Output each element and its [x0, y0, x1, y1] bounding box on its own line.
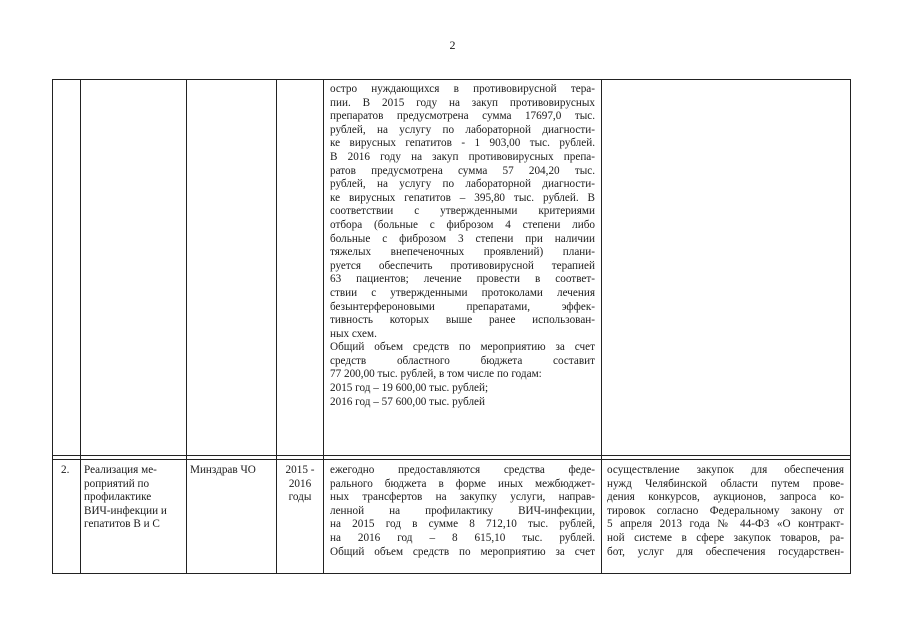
text-line: ке вирусных гепатитов - 1 903,00 тыс. рублей.: [330, 137, 595, 150]
text-line: ратов предусмотрена сумма 57 204,20 тыс.: [330, 164, 595, 177]
text-line: нужд Челябинской области путем прове-: [607, 477, 844, 490]
table-top-border: [52, 79, 851, 80]
text-line: на 2016 год – 8 615,10 тыс. рублей.: [330, 531, 595, 544]
col-border-right: [850, 79, 851, 574]
text-line: тировок согласно Федеральному закону от: [607, 504, 844, 517]
text-line: ке вирусных гепатитов – 395,80 тыс. рублей. В: [330, 191, 595, 204]
text-line: 77 200,00 тыс. рублей, в том числе по годам:: [330, 368, 542, 381]
text-line: Реализация ме-: [84, 464, 157, 476]
text-line: ленной на профилактику ВИЧ-инфекции,: [330, 504, 595, 517]
text-line: больные с фиброзом 3 степени при наличии: [330, 232, 595, 245]
row2-measures-cell: [330, 464, 595, 559]
col-border-1: [80, 79, 81, 574]
col-border-4: [323, 79, 324, 574]
col-border-2: [186, 79, 187, 574]
text-line: 2015 -: [285, 464, 315, 476]
text-line: В 2016 году на закуп противовирусных препа-: [330, 150, 595, 163]
text-line: тивность которых выше ранее использован-: [330, 314, 595, 327]
text-line: ВИЧ-инфекции и: [84, 504, 167, 517]
text-line: соответствии с утвержденными критериями: [330, 205, 595, 218]
row2-result-cell: [607, 464, 844, 559]
text-line: препаратов предусмотрена сумма 17697,0 тыс.: [330, 110, 595, 123]
text-line: ных схем.: [330, 327, 377, 340]
text-line: роприятий по: [84, 477, 150, 490]
page-number: 2: [449, 38, 456, 52]
text-line: рублей, на услугу по лабораторной диагности-: [330, 123, 595, 136]
text-line: на 2015 год в сумме 8 712,10 тыс. рублей,: [330, 518, 595, 531]
text-line: ных трансфертов на закупку услуги, направ-: [330, 491, 595, 504]
table-bottom-border: [52, 573, 851, 574]
text-line: остро нуждающихся в противовирусной тера-: [330, 83, 595, 95]
text-line: 2015 год – 19 600,00 тыс. рублей;: [330, 382, 489, 395]
text-line: ной системе в сфере закупок товаров, ра-: [607, 531, 844, 544]
text-line: годы: [288, 491, 312, 504]
text-line: 2016: [288, 477, 312, 490]
col-border-left: [52, 79, 53, 574]
text-line: Общий объем средств по мероприятию за счет: [330, 341, 595, 354]
text-line: профилактике: [84, 491, 152, 504]
row-separator: [52, 455, 851, 456]
col-border-3: [276, 79, 277, 574]
text-line: 2016 год – 57 600,00 тыс. рублей: [330, 395, 485, 408]
text-line: гепатитов В и С: [84, 518, 160, 531]
row1-measures-cell: [330, 83, 595, 409]
col-border-5: [601, 79, 602, 574]
text-line: тяжелых внепеченочных проявлений) плани-: [330, 246, 595, 259]
row2-name-cell: [84, 464, 184, 532]
text-line: средств областного бюджета составит: [330, 354, 595, 367]
text-line: рального бюджета в форме иных межбюджет-: [330, 477, 595, 490]
text-line: 5 апреля 2013 года № 44-ФЗ «О контракт-: [607, 518, 844, 531]
text-line: ствии с утвержденными протоколами лечения: [330, 286, 595, 299]
text-line: безынтерфероновыми препаратами, эффек-: [330, 300, 595, 313]
text-line: дения конкурсов, аукционов, запроса ко-: [607, 491, 844, 504]
text-line: руется обеспечить противовирусной терапией: [330, 259, 595, 272]
text-line: бот, услуг для обеспечения государствен-: [607, 545, 844, 558]
text-line: пии. В 2015 году на закуп противовирусных: [330, 96, 595, 109]
text-line: отбора (больные с фиброзом 4 степени либо: [330, 218, 595, 231]
text-line: ежегодно предоставляются средства феде-: [330, 464, 595, 476]
text-line: рублей, на услугу по лабораторной диагности-: [330, 178, 595, 191]
text-line: осуществление закупок для обеспечения: [607, 464, 844, 476]
text-line: Общий объем средств по мероприятию за счет: [330, 545, 595, 558]
row-separator-inner: [52, 459, 851, 460]
row2-period-cell: [278, 464, 322, 505]
row2-executor: Минздрав ЧО: [190, 464, 256, 476]
row2-number: 2.: [61, 464, 70, 476]
text-line: 63 пациентов; лечение провести в соответ-: [330, 273, 595, 286]
